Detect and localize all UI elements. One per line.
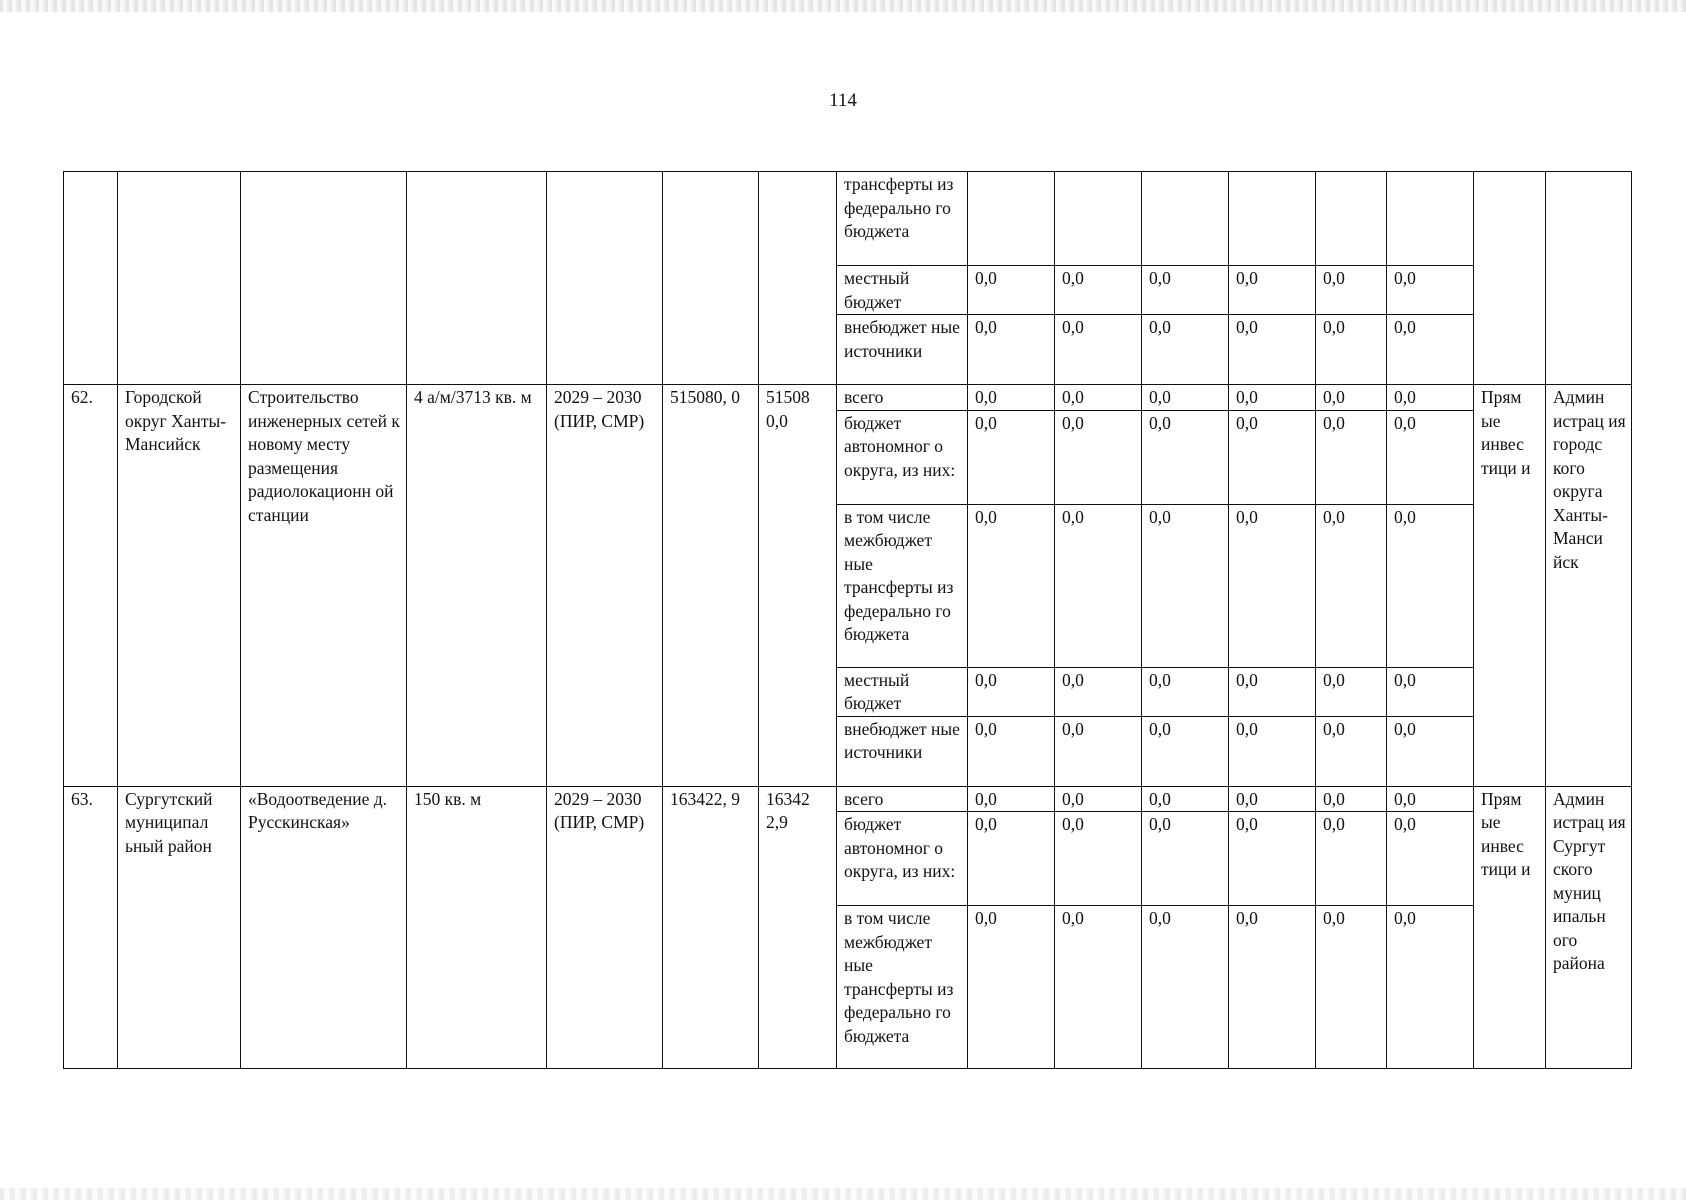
value-cell: 0,0	[1229, 315, 1316, 385]
value-cell: 0,0	[1055, 266, 1142, 315]
row-number: 62.	[64, 385, 118, 787]
source-label-local: местный бюджет	[837, 266, 968, 315]
value-cell: 0,0	[968, 786, 1055, 812]
value-cell: 0,0	[1316, 315, 1387, 385]
value-cell: 0,0	[968, 315, 1055, 385]
value-cell	[968, 172, 1055, 266]
cell-municipality-continued	[118, 172, 241, 385]
scan-edge-bottom	[0, 1188, 1686, 1200]
cost-remaining: 51508 0,0	[759, 385, 837, 787]
value-cell: 0,0	[1387, 786, 1474, 812]
source-label-transfers: в том числе межбюджет ные трансферты из федерально го бюджета	[837, 906, 968, 1069]
value-cell: 0,0	[1316, 410, 1387, 504]
object-name: «Водоотведение д. Русскинская»	[241, 786, 407, 1069]
value-cell: 0,0	[1055, 385, 1142, 411]
value-cell: 0,0	[968, 906, 1055, 1069]
value-cell: 0,0	[968, 812, 1055, 906]
value-cell: 0,0	[1142, 667, 1229, 716]
table-row	[64, 786, 1632, 812]
cell-capacity-continued	[407, 172, 547, 385]
responsible-body: Админ истрац ия городс кого округа Ханты-Манси йск	[1546, 385, 1632, 787]
period: 2029 – 2030 (ПИР, СМР)	[547, 385, 663, 787]
value-cell: 0,0	[1316, 504, 1387, 667]
value-cell: 0,0	[1387, 812, 1474, 906]
table-row	[64, 172, 1632, 266]
cell-funding-type-continued	[1474, 172, 1546, 385]
value-cell: 0,0	[1055, 504, 1142, 667]
value-cell: 0,0	[968, 667, 1055, 716]
value-cell: 0,0	[1142, 385, 1229, 411]
funding-type: Прям ые инвес тици и	[1474, 385, 1546, 787]
source-label-local: местный бюджет	[837, 667, 968, 716]
period: 2029 – 2030 (ПИР, СМР)	[547, 786, 663, 1069]
cell-object-continued	[241, 172, 407, 385]
value-cell	[1055, 172, 1142, 266]
cost-total: 515080, 0	[663, 385, 759, 787]
value-cell: 0,0	[1316, 786, 1387, 812]
source-label-extra: внебюджет ные источники	[837, 716, 968, 786]
object-name: Строительство инженерных сетей к новому месту размещения радиолокационн ой станции	[241, 385, 407, 787]
table-row	[64, 385, 1632, 411]
value-cell: 0,0	[1387, 667, 1474, 716]
value-cell: 0,0	[1142, 315, 1229, 385]
value-cell: 0,0	[968, 385, 1055, 411]
value-cell: 0,0	[1142, 812, 1229, 906]
cell-period-continued	[547, 172, 663, 385]
value-cell: 0,0	[1387, 906, 1474, 1069]
value-cell: 0,0	[1142, 716, 1229, 786]
value-cell: 0,0	[1229, 906, 1316, 1069]
page-number: 114	[829, 90, 857, 111]
cell-cost-total-continued	[663, 172, 759, 385]
value-cell: 0,0	[1316, 716, 1387, 786]
value-cell: 0,0	[1316, 385, 1387, 411]
cell-responsible-continued	[1546, 172, 1632, 385]
value-cell: 0,0	[968, 716, 1055, 786]
source-label-district-budget: бюджет автономног о округа, из них:	[837, 812, 968, 906]
value-cell: 0,0	[1316, 906, 1387, 1069]
source-label-total: всего	[837, 385, 968, 411]
value-cell: 0,0	[1387, 266, 1474, 315]
value-cell: 0,0	[1229, 410, 1316, 504]
investment-projects-table	[63, 171, 1632, 1069]
value-cell: 0,0	[1229, 786, 1316, 812]
value-cell: 0,0	[1055, 315, 1142, 385]
value-cell: 0,0	[1055, 410, 1142, 504]
source-label-transfers: в том числе межбюджет ные трансферты из федерально го бюджета	[837, 504, 968, 667]
value-cell: 0,0	[1387, 504, 1474, 667]
value-cell: 0,0	[1229, 716, 1316, 786]
value-cell: 0,0	[1229, 667, 1316, 716]
value-cell: 0,0	[1142, 410, 1229, 504]
cost-remaining: 16342 2,9	[759, 786, 837, 1069]
value-cell: 0,0	[968, 266, 1055, 315]
value-cell	[1316, 172, 1387, 266]
capacity: 150 кв. м	[407, 786, 547, 1069]
value-cell: 0,0	[1142, 906, 1229, 1069]
source-label-district-budget: бюджет автономног о округа, из них:	[837, 410, 968, 504]
value-cell: 0,0	[1316, 667, 1387, 716]
value-cell: 0,0	[1055, 906, 1142, 1069]
value-cell: 0,0	[1142, 504, 1229, 667]
value-cell: 0,0	[1142, 786, 1229, 812]
value-cell: 0,0	[1229, 812, 1316, 906]
capacity: 4 а/м/3713 кв. м	[407, 385, 547, 787]
value-cell	[1229, 172, 1316, 266]
cost-total: 163422, 9	[663, 786, 759, 1069]
value-cell: 0,0	[1387, 315, 1474, 385]
value-cell: 0,0	[1055, 667, 1142, 716]
value-cell: 0,0	[1387, 385, 1474, 411]
value-cell: 0,0	[1055, 812, 1142, 906]
responsible-body: Админ истрац ия Сургут ского муниц ипальн ого района	[1546, 786, 1632, 1069]
value-cell: 0,0	[1055, 716, 1142, 786]
value-cell: 0,0	[1055, 786, 1142, 812]
value-cell	[1142, 172, 1229, 266]
value-cell: 0,0	[968, 410, 1055, 504]
value-cell: 0,0	[1316, 812, 1387, 906]
value-cell: 0,0	[1229, 504, 1316, 667]
scan-edge-top	[0, 0, 1686, 12]
value-cell: 0,0	[1316, 266, 1387, 315]
municipality: Сургутский муниципал ьный район	[118, 786, 241, 1069]
cell-num-continued	[64, 172, 118, 385]
source-label-transfers: трансферты из федерально го бюджета	[837, 172, 968, 266]
value-cell: 0,0	[1229, 385, 1316, 411]
cell-cost-remaining-continued	[759, 172, 837, 385]
value-cell: 0,0	[1387, 716, 1474, 786]
source-label-total: всего	[837, 786, 968, 812]
row-number: 63.	[64, 786, 118, 1069]
value-cell	[1387, 172, 1474, 266]
value-cell: 0,0	[1229, 266, 1316, 315]
funding-type: Прям ые инвес тици и	[1474, 786, 1546, 1069]
value-cell: 0,0	[968, 504, 1055, 667]
source-label-extra: внебюджет ные источники	[837, 315, 968, 385]
municipality: Городской округ Ханты-Мансийск	[118, 385, 241, 787]
value-cell: 0,0	[1142, 266, 1229, 315]
value-cell: 0,0	[1387, 410, 1474, 504]
